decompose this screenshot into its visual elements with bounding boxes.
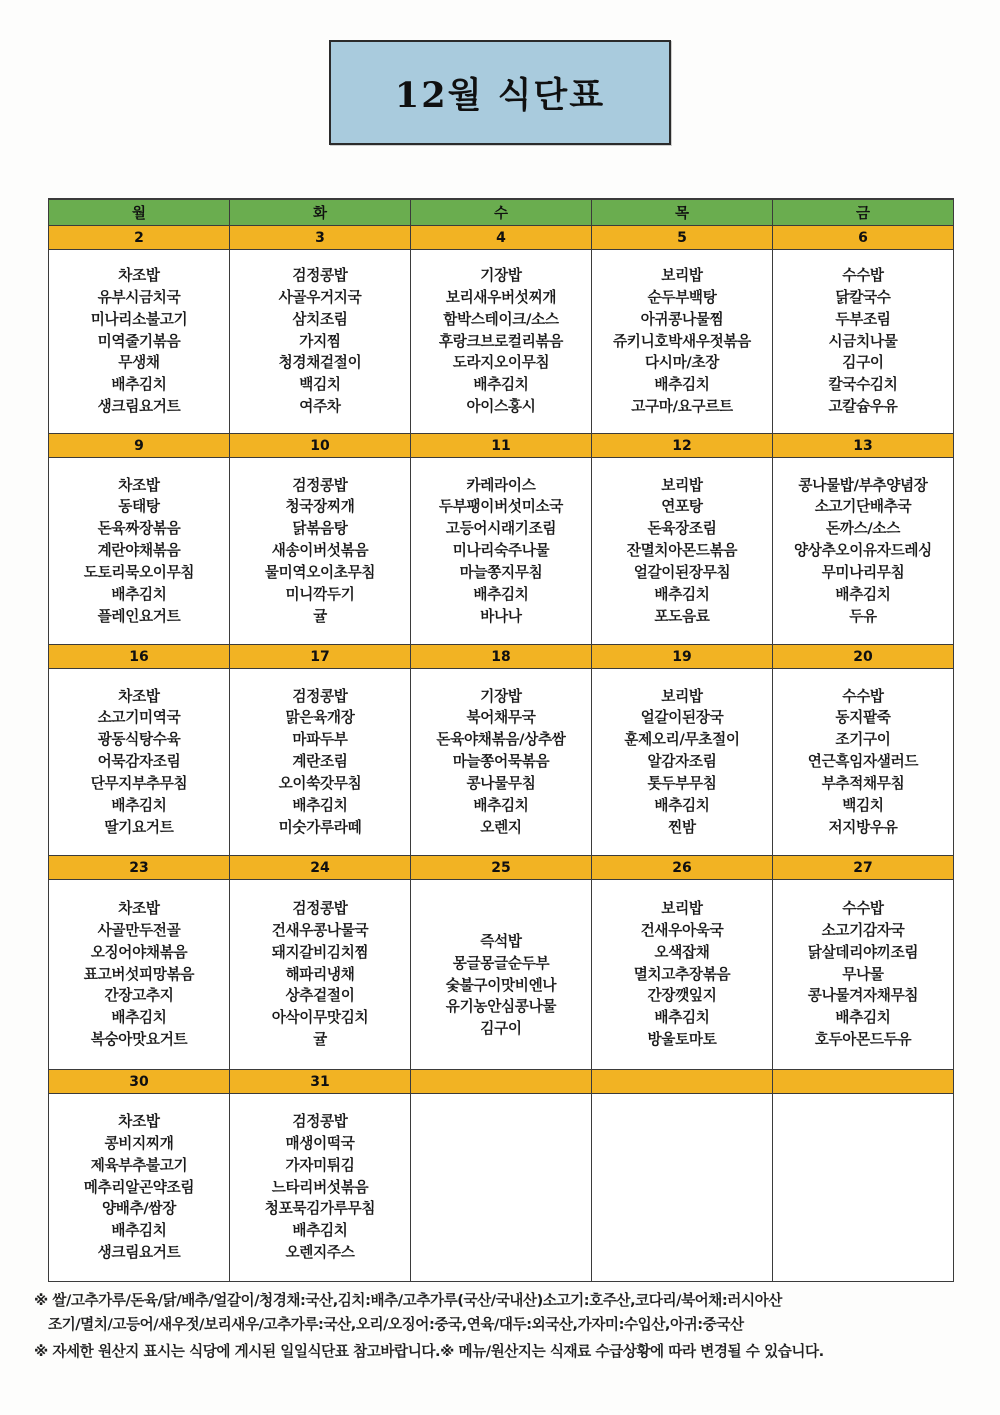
menu-item: 고구마/요구르트 [631,398,733,416]
menu-item: 무나물 [842,965,884,983]
menu-item: 소고기감자국 [821,921,905,939]
menu-item: 가자미튀김 [285,1156,355,1174]
date-cell: 17 [230,645,411,669]
menu-item: 배추김치 [111,796,167,814]
menu-cell [773,458,954,645]
menu-item: 단무지부추무침 [90,774,188,792]
menu-item: 차조밥 [118,1113,160,1131]
menu-item: 청경채겉절이 [278,354,362,372]
menu-item: 돼지갈비김치찜 [271,943,369,961]
menu-cell [592,669,773,856]
menu-list [773,686,953,839]
menu-item: 수수밥 [842,267,884,285]
footnote-disclaimer: ※ 자세한 원산지 표시는 식당에 게시된 일일식단표 참고바랍니다.※ 메뉴/원산지는 식재료 수급상황에 따라 변경될 수 있습니다. [34,1343,824,1361]
menu-item: 닭칼국수 [835,288,891,306]
weekday-header-fri: 금 [773,199,954,226]
menu-list [773,475,953,628]
menu-item: 해파리냉채 [285,965,355,983]
date-cell: 6 [773,226,954,250]
menu-item: 간장고추지 [104,987,174,1005]
menu-item: 기장밥 [480,267,522,285]
footnote-origin-line-1: ※ 쌀/고추가루/돈육/닭/배추/얼갈이/청경채:국산,김치:배추/고추가루(국산/국내산)소고기:호주산,코다리/북어채:러시아산 [34,1292,782,1309]
weekday-header-thu: 목 [592,199,773,226]
date-cell-empty [773,1070,954,1094]
menu-item: 김구이 [480,1020,522,1038]
date-row-week-3 [49,645,954,669]
menu-item: 고등어시래기조림 [445,520,557,538]
menu-list [411,1183,591,1193]
menu-item: 배추김치 [654,796,710,814]
menu-item: 돈육야채볶음/상추쌈 [436,731,566,749]
menu-item: 차조밥 [118,267,160,285]
menu-cell [773,250,954,434]
menu-cell [230,250,411,434]
date-cell: 26 [592,856,773,880]
menu-item: 매생이떡국 [285,1134,355,1152]
menu-item: 무미나리무침 [821,563,905,581]
footnotes [34,1289,974,1364]
menu-item: 아이스홍시 [466,398,536,416]
menu-item: 플레인요거트 [97,607,181,625]
menu-list [411,909,591,1040]
menu-item: 수수밥 [842,900,884,918]
menu-item: 어묵감자조림 [97,753,181,771]
menu-item: 오렌지주스 [285,1244,355,1262]
menu-item: 배추김치 [292,1222,348,1240]
date-cell: 3 [230,226,411,250]
menu-item: 가지찜 [299,332,341,350]
date-row-week-5 [49,1070,954,1094]
calendar-head [49,199,954,226]
date-cell: 4 [411,226,592,250]
menu-item: 조기구이 [835,731,891,749]
menu-item: 얼갈이된장국 [640,709,724,727]
menu-item: 삼치조림 [292,310,348,328]
menu-item: 쥬키니호박새우젓볶음 [613,332,751,350]
menu-item: 청포묵김가루무침 [264,1200,376,1218]
menu-item: 보리밥 [661,476,703,494]
menu-item: 검정콩밥 [292,267,348,285]
menu-item: 함박스테이크/소스 [443,310,559,328]
menu-item: 무생채 [118,354,160,372]
menu-item: 두유 [849,607,877,625]
menu-item: 연근흑임자샐러드 [807,753,919,771]
menu-list [773,265,953,418]
footnote-origin-line-2: 조기/멸치/고등어/새우젓/보리새우/고추가루:국산,오리/오징어:중국,연육/대두:외국산,가자미:수입산,아귀:중국산 [48,1315,744,1333]
menu-list [230,1111,410,1264]
date-cell: 10 [230,434,411,458]
date-cell: 27 [773,856,954,880]
menu-item: 생크림요거트 [97,1244,181,1262]
menu-item: 사골우거지국 [278,288,362,306]
menu-item: 멸치고추장볶음 [633,965,731,983]
menu-cell-empty [773,1094,954,1282]
calendar-body [49,226,954,1282]
menu-item: 배추김치 [292,796,348,814]
menu-row-week-5 [49,1094,954,1282]
menu-item: 톳두부무침 [647,774,717,792]
date-cell: 12 [592,434,773,458]
menu-list [592,475,772,628]
date-cell-empty [592,1070,773,1094]
menu-item: 연포탕 [661,498,703,516]
menu-row-week-2 [49,458,954,645]
menu-cell [49,458,230,645]
menu-item: 검정콩밥 [292,1113,348,1131]
menu-item: 찐밤 [668,818,696,836]
menu-item: 차조밥 [118,476,160,494]
menu-item: 알감자조림 [647,753,717,771]
menu-item: 차조밥 [118,900,160,918]
date-cell: 16 [49,645,230,669]
date-cell-empty [411,1070,592,1094]
menu-item: 동지팥죽 [835,709,891,727]
menu-item: 배추김치 [111,376,167,394]
menu-item: 계란조림 [292,753,348,771]
menu-item: 수수밥 [842,687,884,705]
menu-list [49,1111,229,1264]
menu-cell [411,880,592,1070]
menu-item: 시금치나물 [828,332,898,350]
menu-item: 후랑크브로컬리볶음 [438,332,564,350]
menu-row-week-4 [49,880,954,1070]
menu-item: 배추김치 [654,376,710,394]
meal-calendar-wrap [48,198,954,1282]
menu-item: 호두아몬드두유 [814,1031,912,1049]
menu-list [230,686,410,839]
menu-item: 포도음료 [654,607,710,625]
menu-item: 미숫가루라떼 [278,818,362,836]
menu-item: 바나나 [480,607,522,625]
menu-item: 미나리숙주나물 [452,542,550,560]
menu-cell [773,880,954,1070]
menu-item: 검정콩밥 [292,900,348,918]
menu-item: 귤 [313,1031,327,1049]
menu-item: 닭살데리야끼조림 [807,943,919,961]
menu-item: 차조밥 [118,687,160,705]
date-cell: 31 [230,1070,411,1094]
menu-row-week-3 [49,669,954,856]
menu-item: 딸기요거트 [104,818,174,836]
menu-item: 김구이 [842,354,884,372]
menu-item: 오징어야채볶음 [90,943,188,961]
menu-item: 사골만두전골 [97,921,181,939]
menu-item: 마늘쫑지무침 [459,563,543,581]
menu-item: 소고기미역국 [97,709,181,727]
menu-list [49,686,229,839]
date-cell: 2 [49,226,230,250]
date-cell: 23 [49,856,230,880]
menu-item: 방울토마토 [647,1031,717,1049]
date-cell: 30 [49,1070,230,1094]
menu-item: 보리밥 [661,267,703,285]
menu-item: 검정콩밥 [292,687,348,705]
menu-item: 여주차 [299,398,341,416]
menu-item: 미나리소불고기 [90,310,188,328]
menu-item: 동태탕 [118,498,160,516]
menu-item: 얼갈이된장무침 [633,563,731,581]
menu-item: 오색잡채 [654,943,710,961]
menu-item: 백김치 [299,376,341,394]
menu-list [411,265,591,418]
menu-item: 두부팽이버섯미소국 [438,498,564,516]
meal-calendar-table [48,198,954,1282]
menu-item: 북어채무국 [466,709,536,727]
menu-item: 복숭아맛요거트 [90,1031,188,1049]
menu-cell [230,1094,411,1282]
menu-item: 순두부백탕 [647,288,717,306]
date-cell: 18 [411,645,592,669]
menu-item: 보리새우버섯찌개 [445,288,557,306]
menu-list [49,898,229,1051]
menu-item: 새송이버섯볶음 [271,542,369,560]
menu-cell [411,669,592,856]
date-row-week-2 [49,434,954,458]
menu-item: 건새우아욱국 [640,921,724,939]
menu-item: 보리밥 [661,900,703,918]
menu-list [49,265,229,418]
menu-item: 돈육짜장볶음 [97,520,181,538]
menu-item: 돈육장조림 [647,520,717,538]
menu-cell [592,880,773,1070]
menu-item: 몽글몽글순두부 [452,954,550,972]
menu-item: 부추적채무침 [821,774,905,792]
menu-list [230,265,410,418]
menu-item: 아삭이무맛김치 [271,1009,369,1027]
menu-item: 배추김치 [473,376,529,394]
date-cell: 13 [773,434,954,458]
menu-item: 건새우콩나물국 [271,921,369,939]
menu-item: 콩나물겨자채무침 [807,987,919,1005]
menu-item: 저지방우유 [828,818,898,836]
menu-item: 닭볶음탕 [292,520,348,538]
menu-item: 배추김치 [473,796,529,814]
title-banner-wrap [0,40,1000,145]
menu-list [773,1183,953,1193]
menu-item: 배추김치 [835,585,891,603]
menu-item: 도라지오이무침 [452,354,550,372]
menu-item: 배추김치 [111,1222,167,1240]
menu-item: 느타리버섯볶음 [271,1178,369,1196]
menu-item: 양상추오이유자드레싱 [794,542,932,560]
menu-item: 제육부추불고기 [90,1156,188,1174]
menu-item: 미역줄기볶음 [97,332,181,350]
menu-item: 배추김치 [654,585,710,603]
date-row-week-1 [49,226,954,250]
menu-item: 콩나물밥/부추양념장 [798,476,928,494]
menu-list [592,1183,772,1193]
menu-item: 배추김치 [835,1009,891,1027]
menu-item: 메추리알곤약조림 [83,1178,195,1196]
date-cell: 9 [49,434,230,458]
menu-cell [49,880,230,1070]
menu-item: 오이쑥갓무침 [278,774,362,792]
menu-cell [49,669,230,856]
date-cell: 25 [411,856,592,880]
menu-list [592,898,772,1051]
menu-cell [592,458,773,645]
menu-item: 청국장찌개 [285,498,355,516]
date-cell: 24 [230,856,411,880]
menu-item: 백김치 [842,796,884,814]
menu-item: 배추김치 [654,1009,710,1027]
menu-item: 검정콩밥 [292,476,348,494]
menu-row-week-1 [49,250,954,434]
menu-list [411,686,591,839]
menu-item: 소고기단배추국 [814,498,912,516]
menu-item: 아귀콩나물찜 [640,310,724,328]
menu-list [592,265,772,418]
menu-item: 계란야채볶음 [97,542,181,560]
menu-item: 보리밥 [661,687,703,705]
menu-item: 도토리묵오이무침 [83,563,195,581]
menu-item: 유기농안심콩나물 [445,998,557,1016]
menu-item: 배추김치 [111,1009,167,1027]
menu-item: 마늘쫑어묵볶음 [452,753,550,771]
menu-item: 표고버섯피망볶음 [83,965,195,983]
menu-cell [49,1094,230,1282]
menu-list [230,898,410,1051]
date-cell: 20 [773,645,954,669]
title-banner [329,40,671,145]
menu-item: 카레라이스 [466,476,536,494]
weekday-header-mon: 월 [49,199,230,226]
menu-item: 배추김치 [111,585,167,603]
menu-item: 기장밥 [480,687,522,705]
menu-cell [230,669,411,856]
weekday-header-wed: 수 [411,199,592,226]
menu-cell [230,880,411,1070]
menu-item: 양배추/쌈장 [101,1200,177,1218]
menu-cell [230,458,411,645]
menu-list [230,475,410,628]
menu-cell-empty [592,1094,773,1282]
menu-item: 콩비지찌개 [104,1134,174,1152]
menu-item: 두부조림 [835,310,891,328]
menu-cell [49,250,230,434]
date-cell: 19 [592,645,773,669]
menu-list [592,686,772,839]
menu-item: 칼국수김치 [828,376,898,394]
menu-cell [773,669,954,856]
menu-item: 배추김치 [473,585,529,603]
menu-cell [411,458,592,645]
menu-item: 오렌지 [480,818,522,836]
menu-item: 상추겉절이 [285,987,355,1005]
weekday-header-tue: 화 [230,199,411,226]
menu-cell-empty [411,1094,592,1282]
menu-cell [411,250,592,434]
page-title: 12월 식단표 [394,74,606,116]
menu-item: 돈까스/소스 [825,520,901,538]
menu-item: 맑은육개장 [285,709,355,727]
menu-item: 숯불구이맛비엔나 [445,976,557,994]
date-cell: 11 [411,434,592,458]
menu-item: 생크림요거트 [97,398,181,416]
menu-item: 미니깍두기 [285,585,355,603]
menu-item: 다시마/초장 [644,354,720,372]
menu-item: 콩나물무침 [466,774,536,792]
menu-item: 귤 [313,607,327,625]
date-cell: 5 [592,226,773,250]
menu-cell [592,250,773,434]
menu-item: 유부시금치국 [97,288,181,306]
menu-item: 잔멸치아몬드볶음 [626,542,738,560]
menu-list [411,475,591,628]
menu-item: 간장깻잎지 [647,987,717,1005]
menu-list [773,898,953,1051]
menu-item: 광동식탕수육 [97,731,181,749]
weekday-header-row [49,199,954,226]
menu-item: 즉석밥 [480,932,522,950]
menu-item: 고칼슘우유 [828,398,898,416]
menu-list [49,475,229,628]
date-row-week-4 [49,856,954,880]
menu-item: 물미역오이초무침 [264,563,376,581]
menu-item: 훈제오리/무초절이 [624,731,740,749]
menu-item: 마파두부 [292,731,348,749]
